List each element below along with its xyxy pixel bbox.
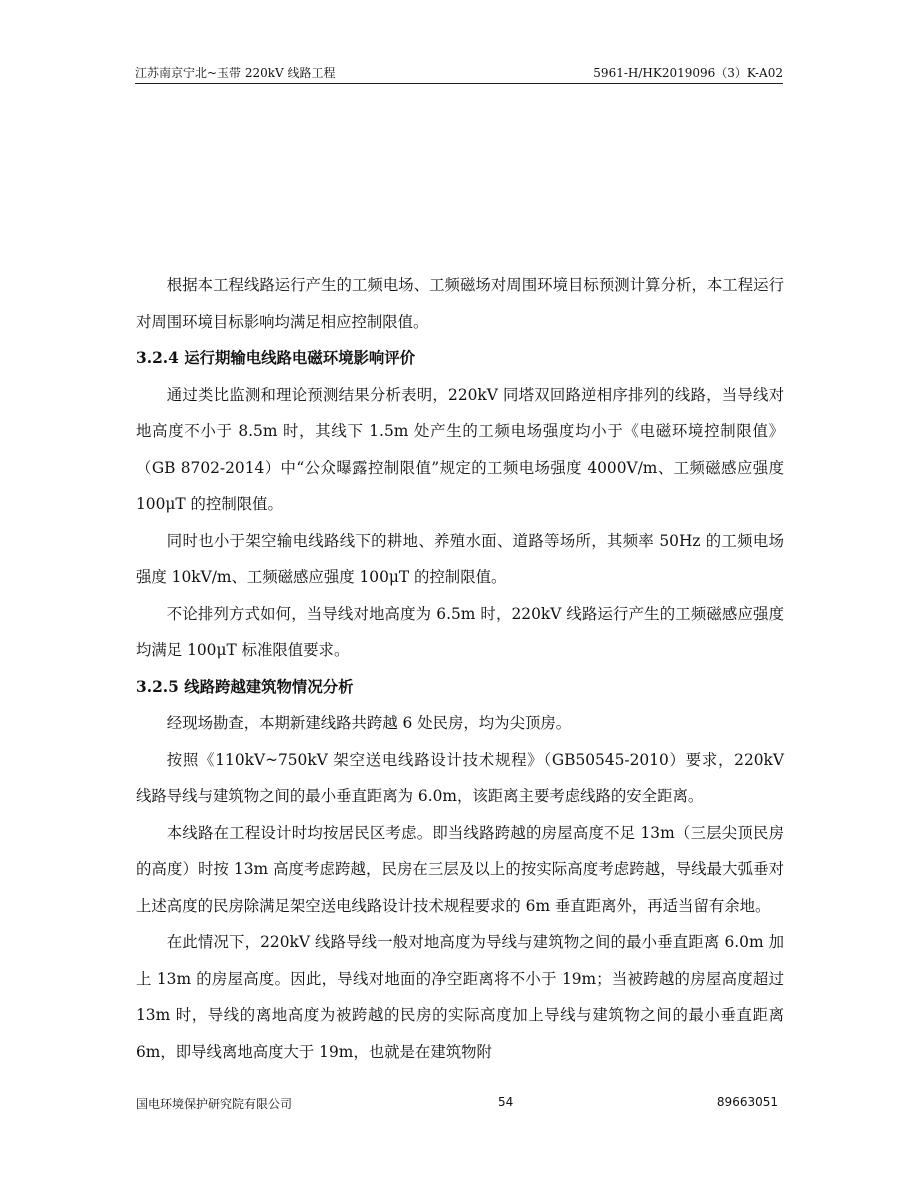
- header-document-code: 5961-H/HK2019096（3）K-A02: [593, 66, 783, 80]
- paragraph-5: 经现场勘查，本期新建线路共跨越 6 处民房，均为尖顶房。: [166, 714, 572, 732]
- paragraph-1: 根据本工程线路运行产生的工频电场、工频磁场对周围环境目标预测计算分析，本工程运行对周围环境目标影响均满足相应控制限值。: [136, 276, 784, 331]
- page-body: [136, 267, 784, 1070]
- footer-page-number: 54: [498, 1095, 514, 1109]
- paragraph-4: 不论排列方式如何，当导线对地高度为 6.5m 时，220kV 线路运行产生的工频磁感应强度均满足 100μT 标准限值要求。: [136, 604, 784, 659]
- paragraph-3: 同时也小于架空输电线路线下的耕地、养殖水面、道路等场所，其频率 50Hz 的工频电场强度 10kV/m、工频磁感应强度 100μT 的控制限值。: [136, 531, 784, 586]
- footer-organization: 国电环境保护研究院有限公司: [136, 1097, 293, 1111]
- page-header: [135, 60, 783, 84]
- footer-phone-number: 89663051: [716, 1095, 778, 1109]
- section-heading-3-2-5: 3.2.5 线路跨越建筑物情况分析: [136, 677, 354, 696]
- paragraph-6: 按照《110kV~750kV 架空送电线路设计技术规程》（GB50545-2010）要求，220kV 线路导线与建筑物之间的最小垂直距离为 6.0m，该距离主要考虑线路的安全距离。: [136, 750, 784, 805]
- page-footer: [136, 1095, 778, 1115]
- section-heading-3-2-4: 3.2.4 运行期输电线路电磁环境影响评价: [136, 349, 416, 367]
- header-project-title: 江苏南京宁北~玉带 220kV 线路工程: [135, 66, 336, 80]
- paragraph-7: 本线路在工程设计时均按居民区考虑。即当线路跨越的房屋高度不足 13m（三层尖顶民房的高度）时按 13m 高度考虑跨越，民房在三层及以上的按实际高度考虑跨越，导线最大弧垂对上述高度的民房除满足架空送电线路设计技术规程要求的 6m 垂直距离外，再适当留有余地。: [136, 823, 784, 915]
- paragraph-2: 通过类比监测和理论预测结果分析表明，220kV 同塔双回路逆相序排列的线路，当导线对地高度不小于 8.5m 时，其线下 1.5m 处产生的工频电场强度均小于《电磁环境控制限值》（GB 8702-2014）中“公众曝露控制限值”规定的工频电场强度 4000V/m、工频磁感应强度 100μT 的控制限值。: [136, 385, 784, 513]
- paragraph-8: 在此情况下，220kV 线路导线一般对地高度为导线与建筑物之间的最小垂直距离 6.0m 加上 13m 的房屋高度。因此，导线对地面的净空距离将不小于 19m；当被跨越的房屋高度超过 13m 时，导线的离地高度为被跨越的民房的实际高度加上导线与建筑物之间的最小垂直距离 6m，即导线离地高度大于 19m，也就是在建筑物附: [136, 933, 784, 1061]
